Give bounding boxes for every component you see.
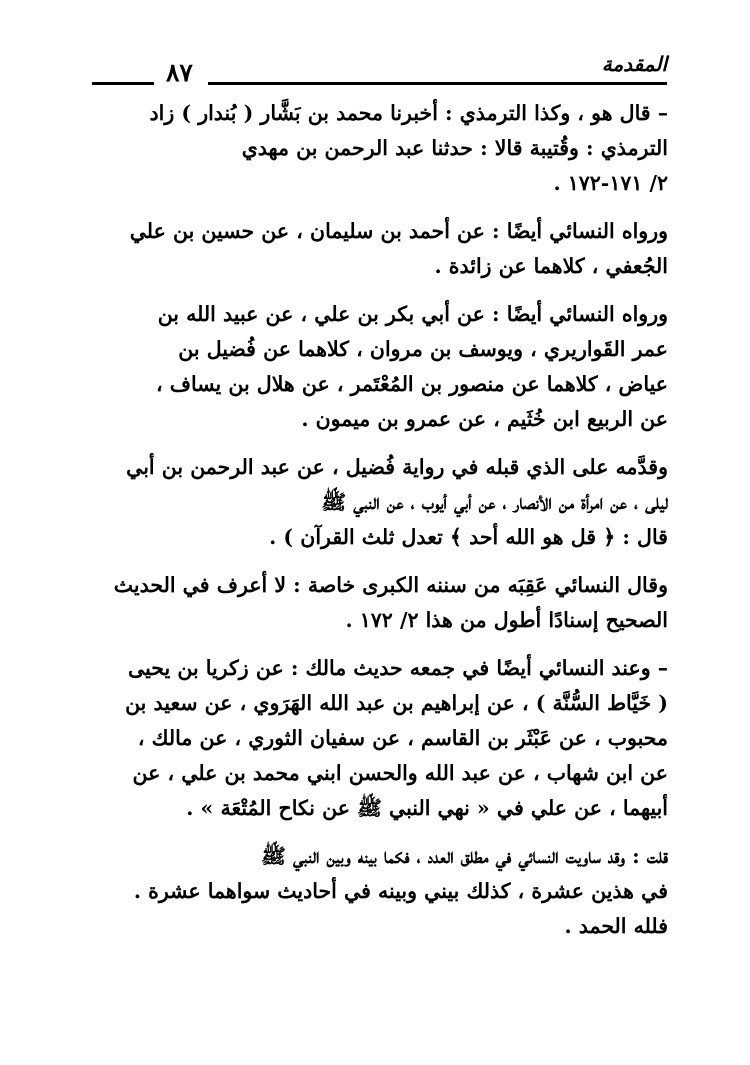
text-line: – قال هو ، وكذا الترمذي : أخبرنا محمد بن بَشَّار ( بُندار ) زاد (149, 101, 668, 125)
text-line: فلله الحمد . (564, 914, 668, 938)
text-line: قال : ﴿ قل هو الله أحد ﴾ تعدل ثلث القرآن ) . (269, 525, 668, 549)
paragraph (92, 450, 668, 555)
text-line: ورواه النسائي أيضًا : عن أحمد بن سليمان ، عن حسين بن علي (129, 219, 668, 243)
paragraph (92, 96, 668, 201)
text-line: عياض ، كلاهما عن منصور بن المُعْتَمر ، عن هلال بن يساف ، (155, 372, 668, 396)
paragraph (92, 214, 668, 284)
text-line: عن الربيع ابن خُثَيم ، عن عمرو بن ميمون . (301, 407, 668, 431)
chapter-title: المقدمة (601, 52, 667, 76)
paragraph (92, 297, 668, 437)
text-line: وقدَّمه على الذي قبله في رواية فُضيل ، عن عبد الرحمن بن أبي (126, 455, 668, 479)
text-line: عمر القَواريري ، ويوسف بن مروان ، كلاهما عن فُضيل بن (178, 337, 668, 361)
text-line: في هذين عشرة ، كذلك بيني وبينه في أحاديث سواهما عشرة . (133, 879, 668, 903)
paragraph (92, 839, 668, 944)
paragraph (92, 651, 668, 826)
text-line: الترمذي : وقُتيبة قالا : حدثنا عبد الرحمن بن مهدي (241, 136, 668, 160)
text-line: محبوب ، عن عَبْثَر بن القاسم ، عن سفيان الثوري ، عن مالك ، (137, 726, 668, 750)
header-rule-right (208, 82, 667, 85)
text-line: عن ابن شهاب ، عن عبد الله والحسن ابني محمد بن علي ، عن (132, 761, 668, 785)
text-line: الصحيح إسنادًا أطول من هذا ٢/ ١٧٢ . (345, 608, 668, 632)
text-line: ورواه النسائي أيضًا : عن أبي بكر بن علي ، عن عبيد الله بن (157, 302, 668, 326)
text-line: قلت : وقد ساويت النسائي في مطلق العدد ، فكما بينه وبين النبي ﷺ (261, 844, 668, 868)
page-number: ٨٧ (166, 58, 193, 87)
text-line: وقال النسائي عَقِبَه من سننه الكبرى خاصة : لا أعرف في الحديث (113, 573, 668, 597)
text-line: ٢/ ١٧١-١٧٢ . (553, 171, 668, 195)
text-line: أبيهما ، عن علي في « نهي النبي ﷺ عن نكاح المُتْعَة » . (186, 796, 668, 820)
text-line: ليلى ، عن امرأة من الأنصار ، عن أبي أيوب ، عن النبي ﷺ (321, 490, 668, 514)
page-body (92, 96, 668, 957)
text-line: الجُعفي ، كلاهما عن زائدة . (434, 254, 668, 278)
page-header (92, 52, 667, 92)
text-line: ( خَيَّاط السُّنَّة ) ، عن إبراهيم بن عبد الله الهَرَوي ، عن سعيد بن (125, 691, 668, 715)
paragraph (92, 568, 668, 638)
text-line: – وعند النسائي أيضًا في جمعه حديث مالك : عن زكريا بن يحيى (127, 656, 668, 680)
header-rule-left (92, 82, 154, 85)
